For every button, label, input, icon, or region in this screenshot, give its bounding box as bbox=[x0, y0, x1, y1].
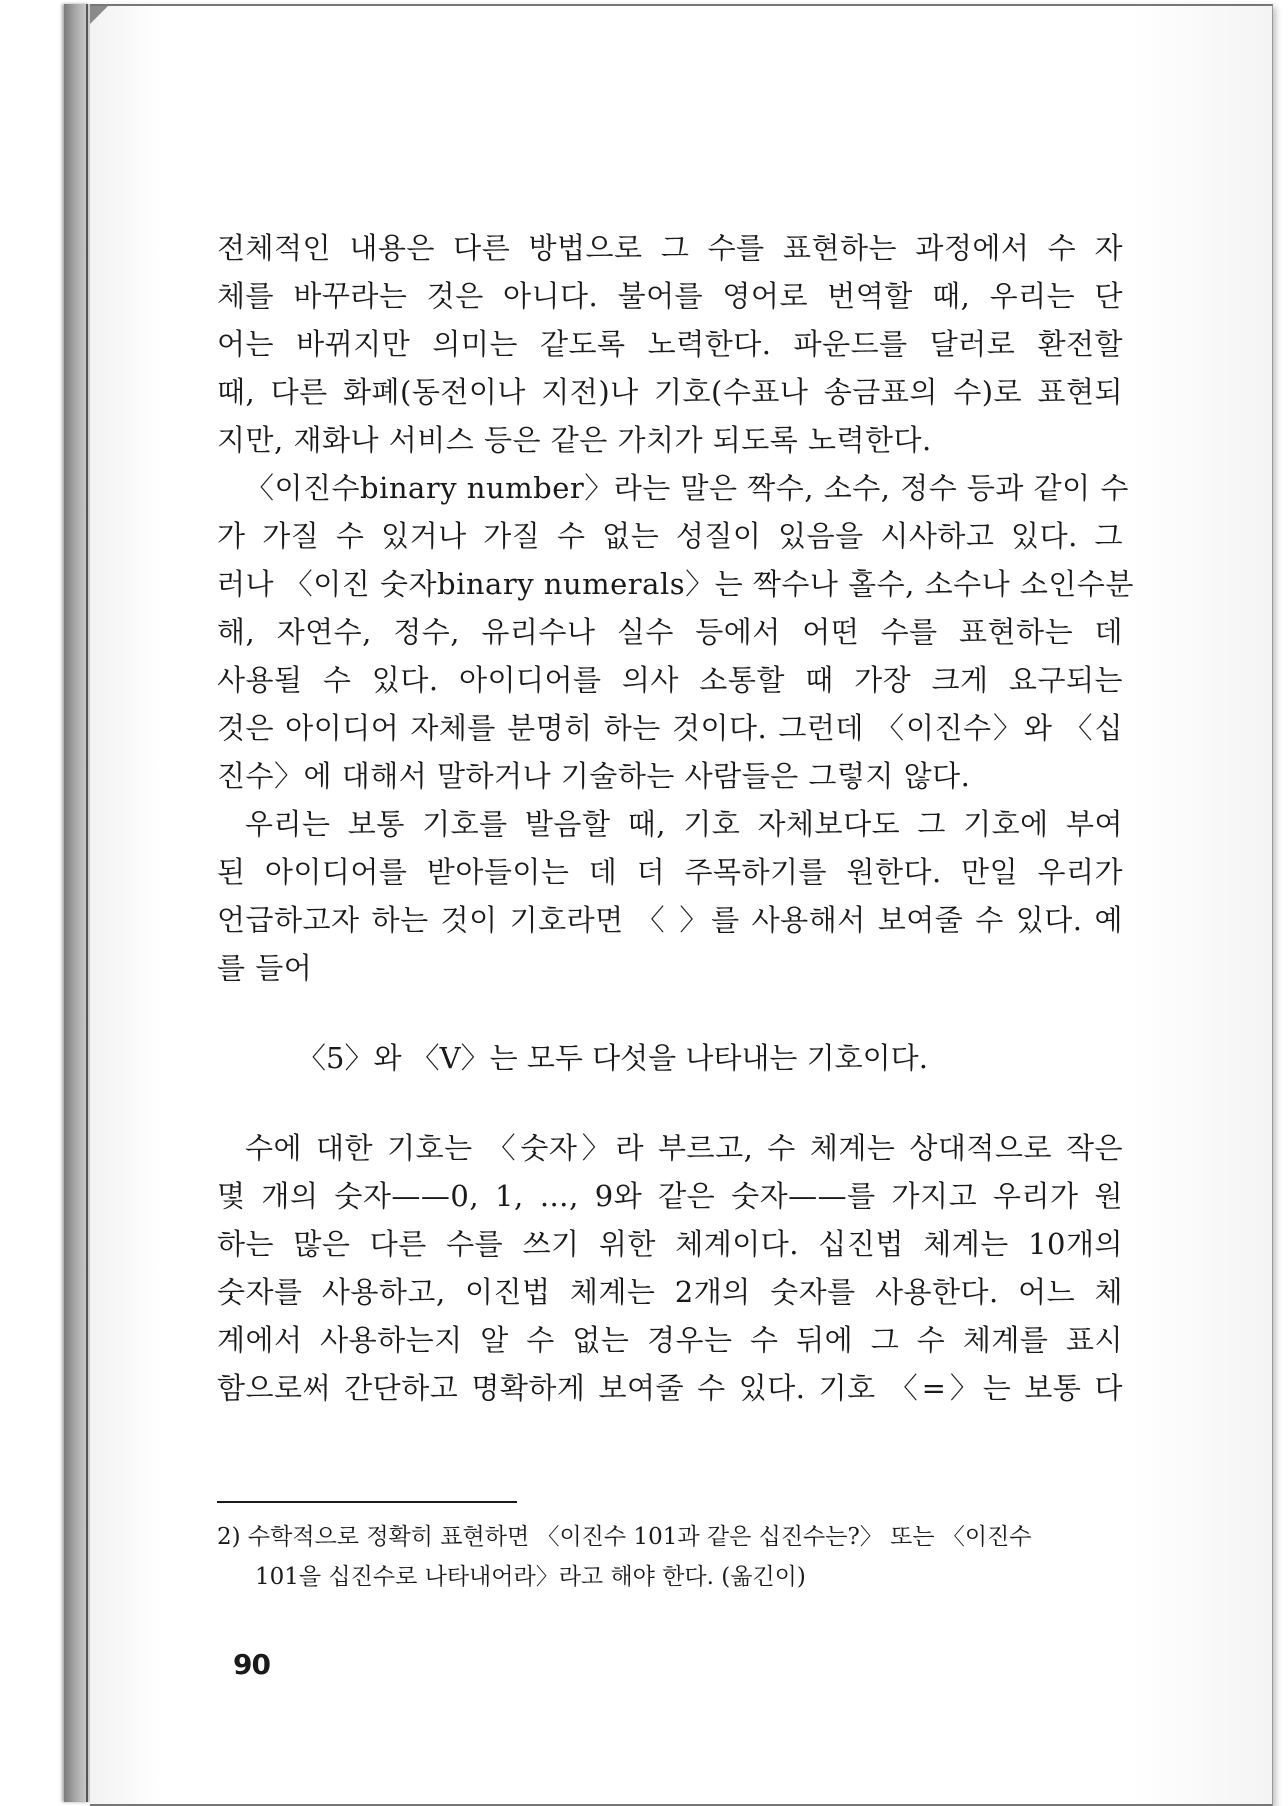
page-corner bbox=[90, 6, 108, 24]
text-line: 진수〉에 대해서 말하거나 기술하는 사람들은 그렇지 않다. bbox=[217, 759, 971, 793]
text-line: 수에 대한 기호는 〈숫자〉라 부르고, 수 체계는 상대적으로 작은 bbox=[245, 1131, 1123, 1165]
text-line: 계에서 사용하는지 알 수 없는 경우는 수 뒤에 그 수 체계를 표시 bbox=[217, 1323, 1123, 1357]
text-line: 해, 자연수, 정수, 유리수나 실수 등에서 어떤 수를 표현하는 데 bbox=[217, 615, 1123, 649]
text-line: 지만, 재화나 서비스 등은 같은 가치가 되도록 노력한다. bbox=[217, 423, 932, 457]
text-line: 우리는 보통 기호를 발음할 때, 기호 자체보다도 그 기호에 부여 bbox=[245, 807, 1123, 841]
paragraph-1 bbox=[217, 224, 1123, 464]
paragraph-3 bbox=[217, 800, 1123, 992]
page-number: 90 bbox=[233, 1648, 270, 1681]
spine-edge bbox=[86, 4, 88, 1802]
body-text bbox=[217, 224, 1134, 1412]
footnote-line: 2) 수학적으로 정확히 표현하면 〈이진수 101과 같은 십진수는?〉 또는 〈이진수 bbox=[217, 1524, 1032, 1550]
footnote bbox=[217, 1517, 1127, 1597]
text-line: 체를 바꾸라는 것은 아니다. 불어를 영어로 번역할 때, 우리는 단 bbox=[217, 279, 1123, 313]
text-line: 사용될 수 있다. 아이디어를 의사 소통할 때 가장 크게 요구되는 bbox=[217, 663, 1123, 697]
text-line: 를 들어 bbox=[217, 951, 313, 985]
text-line: 때, 다른 화폐(동전이나 지전)나 기호(수표나 송금표의 수)로 표현되 bbox=[217, 375, 1123, 409]
text-line: 숫자를 사용하고, 이진법 체계는 2개의 숫자를 사용한다. 어느 체 bbox=[217, 1275, 1123, 1309]
text-line: 것은 아이디어 자체를 분명히 하는 것이다. 그런데 〈이진수〉와 〈십 bbox=[217, 711, 1123, 745]
text-line: 몇 개의 숫자——0, 1, …, 9와 같은 숫자——를 가지고 우리가 원 bbox=[217, 1179, 1123, 1213]
text-line: 된 아이디어를 받아들이는 데 더 주목하기를 원한다. 만일 우리가 bbox=[217, 855, 1123, 889]
text-line: 어는 바뀌지만 의미는 같도록 노력한다. 파운드를 달러로 환전할 bbox=[217, 327, 1123, 361]
text-line: 〈이진수binary number〉라는 말은 짝수, 소수, 정수 등과 같이 수 bbox=[245, 471, 1129, 505]
text-line: 함으로써 간단하고 명확하게 보여줄 수 있다. 기호 〈=〉는 보통 다 bbox=[217, 1371, 1123, 1405]
text-line: 언급하고자 하는 것이 기호라면 〈 〉를 사용해서 보여줄 수 있다. 예 bbox=[217, 903, 1123, 937]
footnote-line: 101을 십진수로 나타내어라〉라고 해야 한다. (옮긴이) bbox=[255, 1564, 806, 1590]
text-line: 하는 많은 다른 수를 쓰기 위한 체계이다. 십진법 체계는 10개의 bbox=[217, 1227, 1123, 1261]
text-line: 가 가질 수 있거나 가질 수 없는 성질이 있음을 시사하고 있다. 그 bbox=[217, 519, 1123, 553]
footnote-divider bbox=[217, 1501, 517, 1503]
paragraph-2 bbox=[217, 464, 1134, 800]
text-line: 전체적인 내용은 다른 방법으로 그 수를 표현하는 과정에서 수 자 bbox=[217, 231, 1123, 265]
example-statement: 〈5〉와 〈V〉는 모두 다섯을 나타내는 기호이다. bbox=[297, 1041, 928, 1075]
text-line: 러나 〈이진 숫자binary numerals〉는 짝수나 홀수, 소수나 소인수분 bbox=[217, 567, 1134, 601]
paragraph-4 bbox=[217, 1124, 1123, 1412]
